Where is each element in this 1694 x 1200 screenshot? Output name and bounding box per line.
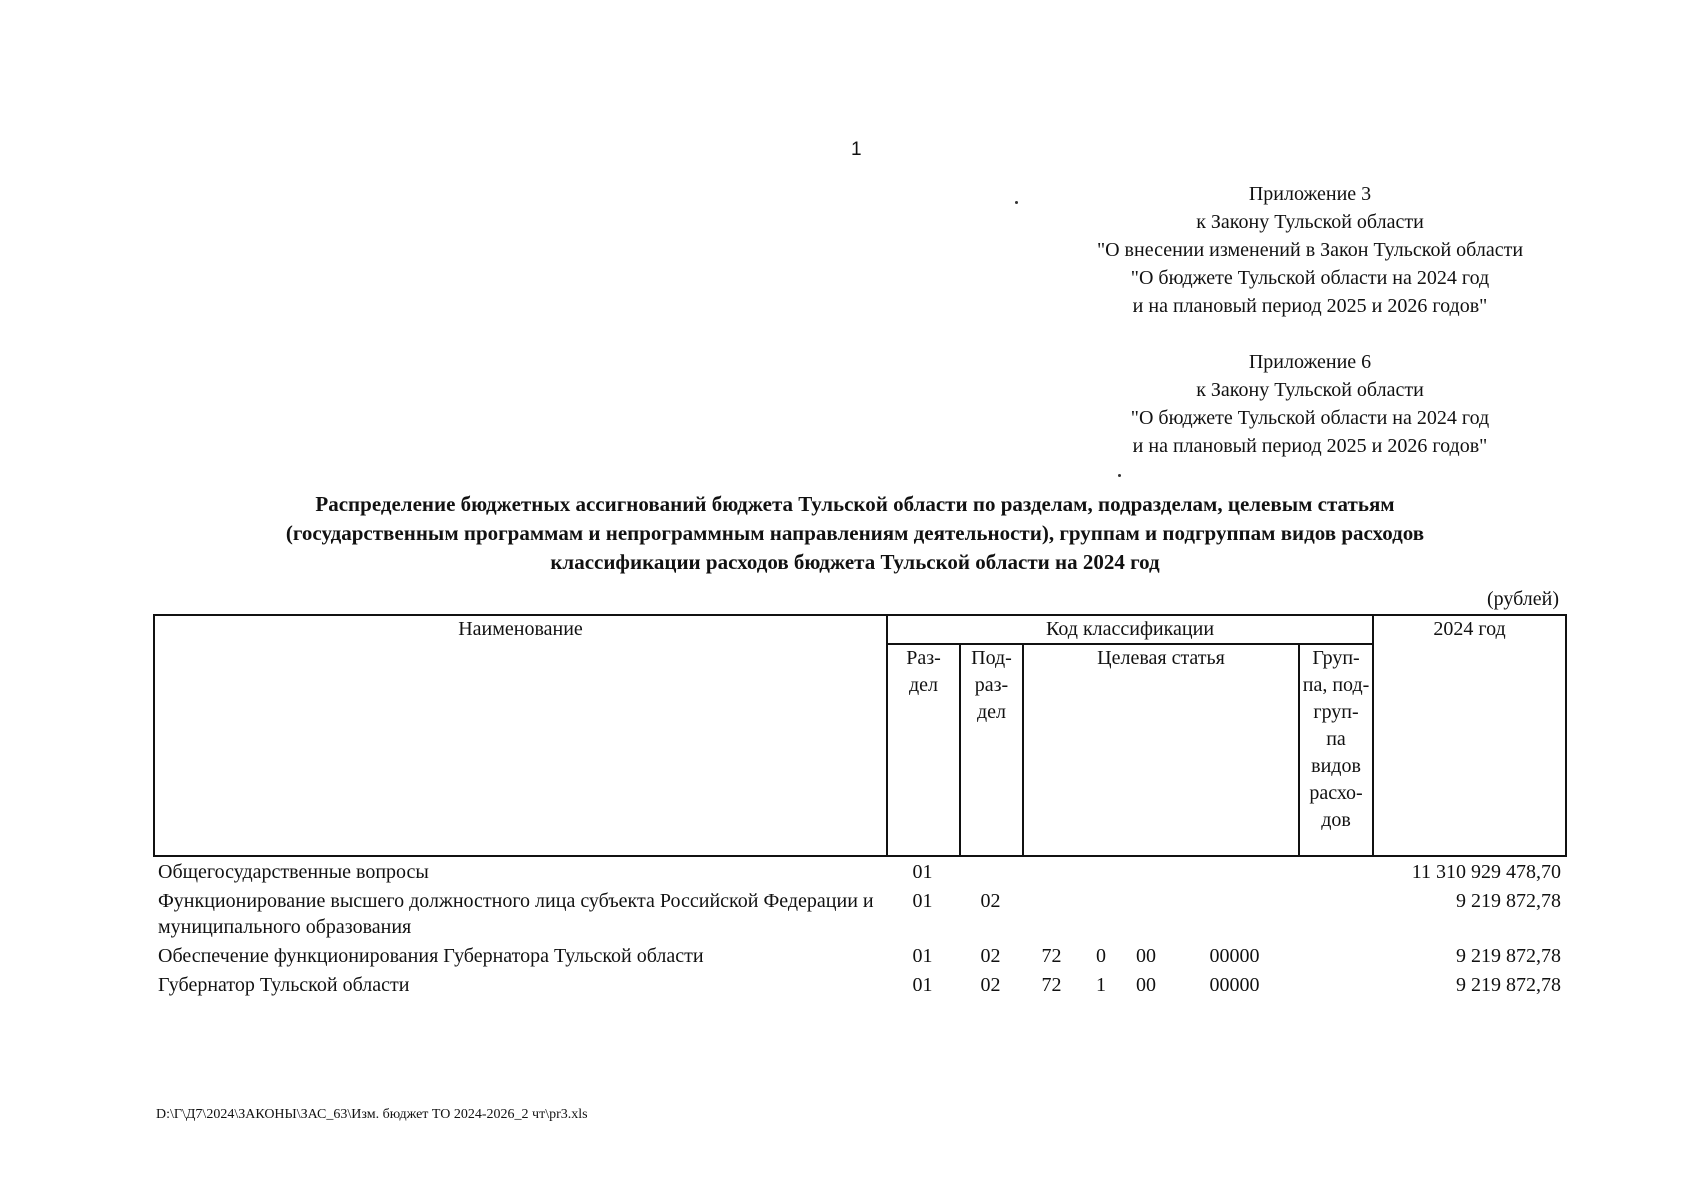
row-target-direction: 00000: [1209, 945, 1260, 967]
row-subsection: 02: [980, 945, 1001, 967]
row-subsection: 02: [980, 974, 1001, 996]
row-target-subprogram: [1081, 887, 1121, 942]
appendix-line: к Закону Тульской области: [1196, 211, 1424, 233]
row-target-program: [1022, 858, 1081, 887]
row-amount: 9 219 872,78: [1456, 974, 1561, 996]
header-name: Наименование: [154, 615, 887, 856]
appendix-line: "О бюджете Тульской области на 2024 год: [1130, 267, 1490, 289]
row-target-program: 72: [1041, 974, 1062, 996]
appendix-line: "О внесении изменений в Закон Тульской области: [1096, 239, 1524, 261]
row-target-direction: 00000: [1209, 974, 1260, 996]
row-section: 01: [912, 945, 933, 967]
row-target-subprogram: 1: [1096, 974, 1106, 996]
file-path-footer: D:\Г\Д7\2024\ЗАКОНЫ\ЗАС_63\Изм. бюджет ТО 2024-2026_2 чт\pr3.xls: [156, 1107, 588, 1122]
row-section: 01: [912, 890, 933, 912]
table-row: [153, 942, 1565, 971]
header-classification-code: Код классификации: [887, 615, 1373, 644]
row-amount: 9 219 872,78: [1456, 890, 1561, 912]
row-subsection: 02: [980, 890, 1001, 912]
header-expense-group: Груп- па, под- груп- па видов расхо- дов: [1299, 644, 1373, 856]
appendix-line: Приложение 6: [1248, 351, 1372, 373]
row-target-subprogram: 0: [1096, 945, 1106, 967]
table-row: [153, 971, 1565, 1000]
header-subsection: Под- раз- дел: [960, 644, 1023, 856]
document-title: [180, 490, 1530, 577]
page-number: 1: [851, 139, 862, 160]
scan-dot: [1015, 201, 1018, 204]
row-target-program: 72: [1041, 945, 1062, 967]
row-name: Обеспечение функционирования Губернатора Тульской области: [158, 945, 704, 967]
table-row: [153, 887, 1565, 942]
row-subsection: [959, 858, 1022, 887]
row-group: [1298, 887, 1372, 942]
row-group: [1298, 858, 1372, 887]
row-target-subprogram: [1081, 858, 1121, 887]
appendix-line: и на плановый период 2025 и 2026 годов": [1132, 435, 1488, 457]
row-target-program: [1022, 887, 1081, 942]
appendix-line: к Закону Тульской области: [1196, 379, 1424, 401]
row-section: 01: [912, 861, 933, 883]
row-name: Губернатор Тульской области: [158, 974, 410, 996]
table-body: [153, 858, 1565, 1000]
header-target-article: Целевая статья: [1023, 644, 1299, 856]
title-line: (государственным программам и непрограммным направлениям деятельности), группам и подгруппам видов расходов: [285, 521, 1425, 545]
appendix-original-header: [1060, 348, 1560, 460]
title-line: Распределение бюджетных ассигнований бюджета Тульской области по разделам, подразделам, целевым статьям: [315, 492, 1395, 516]
units-label: (рублей): [1486, 588, 1559, 610]
row-target-event: 00: [1136, 974, 1156, 996]
row-target-event: 00: [1136, 945, 1156, 967]
row-name: Общегосударственные вопросы: [158, 861, 429, 883]
row-amount: 9 219 872,78: [1456, 945, 1561, 967]
table-header: [153, 614, 1567, 857]
scan-dot: [1118, 474, 1121, 477]
header-year: 2024 год: [1373, 615, 1566, 856]
row-amount: 11 310 929 478,70: [1411, 861, 1561, 883]
appendix-line: Приложение 3: [1248, 183, 1372, 205]
appendix-line: "О бюджете Тульской области на 2024 год: [1130, 407, 1490, 429]
row-group: [1298, 942, 1372, 971]
appendix-line: и на плановый период 2025 и 2026 годов": [1132, 295, 1488, 317]
row-target-event: [1121, 887, 1171, 942]
row-target-event: [1121, 858, 1171, 887]
table-row: [153, 858, 1565, 887]
header-section: Раз- дел: [887, 644, 960, 856]
row-target-direction: [1171, 858, 1298, 887]
row-group: [1298, 971, 1372, 1000]
row-name: Функционирование высшего должностного лица субъекта Российской Федерации и муниципального образования: [158, 890, 874, 938]
appendix-current-header: [1060, 180, 1560, 320]
row-section: 01: [912, 974, 933, 996]
row-target-direction: [1171, 887, 1298, 942]
title-line: классификации расходов бюджета Тульской области на 2024 год: [550, 550, 1160, 574]
